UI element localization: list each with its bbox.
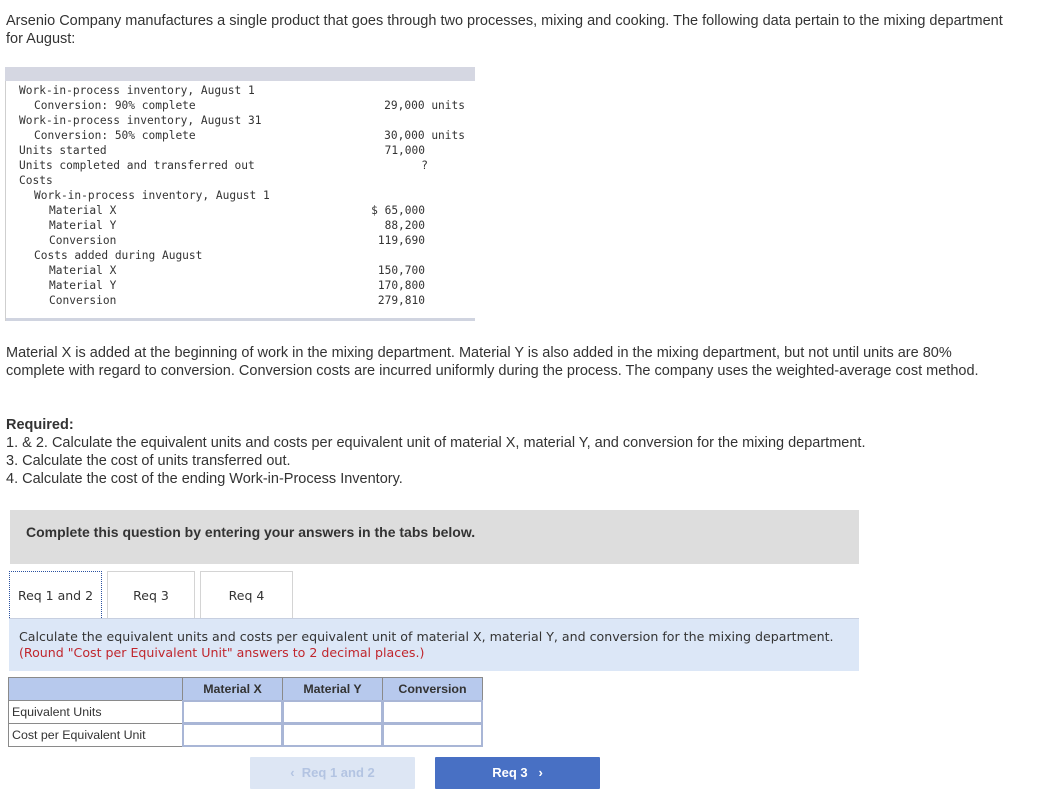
tab-req-4[interactable]: Req 4 <box>200 571 293 618</box>
data-row-label: Costs added during August <box>34 249 203 262</box>
col-header-conversion: Conversion <box>382 677 483 701</box>
tab-req-1-and-2[interactable]: Req 1 and 2 <box>9 571 102 618</box>
data-row-value: 170,800 <box>377 279 425 292</box>
data-row <box>5 248 475 263</box>
data-row-label: Conversion <box>49 234 117 247</box>
data-row-label: Material Y <box>49 279 117 292</box>
data-row <box>5 278 475 293</box>
data-row-label: Work-in-process inventory, August 1 <box>34 189 270 202</box>
data-row <box>5 203 475 218</box>
required-item-3: 3. Calculate the cost of units transferred out. <box>6 453 291 469</box>
chevron-left-icon: ‹ <box>290 765 295 780</box>
input-equivalent-units-conversion[interactable] <box>382 700 483 724</box>
data-row <box>5 218 475 233</box>
tab-req-3[interactable]: Req 3 <box>107 571 195 618</box>
data-row <box>5 293 475 308</box>
data-row-value: ? <box>421 159 428 172</box>
data-row-label: Conversion <box>49 294 117 307</box>
data-row-label: Work-in-process inventory, August 31 <box>19 114 262 127</box>
data-row <box>5 143 475 158</box>
problem-intro: Arsenio Company manufactures a single product that goes through two processes, mixing and cooking. The following data pertain to the mixing department for August: <box>6 13 1003 47</box>
data-row-label: Units completed and transferred out <box>19 159 255 172</box>
data-row <box>5 188 475 203</box>
row-label-equivalent-units: Equivalent Units <box>8 700 183 724</box>
tab-instruction <box>9 619 859 671</box>
data-row-value: 29,000 units <box>384 99 465 112</box>
data-row <box>5 158 475 173</box>
data-row-value: 71,000 <box>384 144 425 157</box>
input-cost-per-unit-material-x[interactable] <box>182 723 283 747</box>
data-table-header <box>5 67 475 81</box>
col-header-material-x: Material X <box>182 677 283 701</box>
data-row-label: Work-in-process inventory, August 1 <box>19 84 255 97</box>
data-row <box>5 263 475 278</box>
next-button-label: Req 3 <box>492 765 528 780</box>
data-row-label: Units started <box>19 144 107 157</box>
data-row <box>5 98 475 113</box>
data-row <box>5 233 475 248</box>
data-row <box>5 113 475 128</box>
data-row-value: $ 65,000 <box>371 204 425 217</box>
data-row-label: Material Y <box>49 219 117 232</box>
instructions-banner: Complete this question by entering your answers in the tabs below. <box>10 510 859 564</box>
input-equivalent-units-material-y[interactable] <box>282 700 383 724</box>
data-row-value: 119,690 <box>377 234 425 247</box>
data-row-label: Material X <box>49 204 117 217</box>
input-cost-per-unit-conversion[interactable] <box>382 723 483 747</box>
data-row <box>5 173 475 188</box>
grid-corner-cell <box>8 677 183 701</box>
prev-tab-button[interactable] <box>250 757 415 789</box>
data-row <box>5 83 475 98</box>
required-section <box>6 416 1006 488</box>
input-cost-per-unit-material-y[interactable] <box>282 723 383 747</box>
row-label-cost-per-equivalent-unit: Cost per Equivalent Unit <box>8 723 183 747</box>
data-row <box>5 128 475 143</box>
problem-data-table <box>5 67 475 321</box>
prev-button-label: Req 1 and 2 <box>301 765 375 780</box>
data-row-label: Material X <box>49 264 117 277</box>
instruction-text: Calculate the equivalent units and costs per equivalent unit of material X, material Y, and conversion for the mixing department. <box>19 629 834 644</box>
data-row-label: Costs <box>19 174 53 187</box>
required-item-4: 4. Calculate the cost of the ending Work-in-Process Inventory. <box>6 471 403 487</box>
data-row-value: 279,810 <box>377 294 425 307</box>
next-tab-button[interactable] <box>435 757 600 789</box>
required-title: Required: <box>6 417 74 433</box>
data-row-value: 150,700 <box>377 264 425 277</box>
rounding-note: (Round "Cost per Equivalent Unit" answers to 2 decimal places.) <box>19 645 425 660</box>
required-item-1: 1. & 2. Calculate the equivalent units and costs per equivalent unit of material X, material Y, and conversion for the mixing department. <box>6 435 866 451</box>
col-header-material-y: Material Y <box>282 677 383 701</box>
data-row-label: Conversion: 50% complete <box>34 129 196 142</box>
data-row-value: 30,000 units <box>384 129 465 142</box>
chevron-right-icon: › <box>538 765 543 780</box>
data-row-label: Conversion: 90% complete <box>34 99 196 112</box>
input-equivalent-units-material-x[interactable] <box>182 700 283 724</box>
process-description: Material X is added at the beginning of work in the mixing department. Material Y is also added in the mixing department, but not until units are 80% complete with regard to conversion. Conversion costs are incurred uniformly during the process. The company uses the weighted-average cost method. <box>6 345 979 379</box>
data-row-value: 88,200 <box>384 219 425 232</box>
